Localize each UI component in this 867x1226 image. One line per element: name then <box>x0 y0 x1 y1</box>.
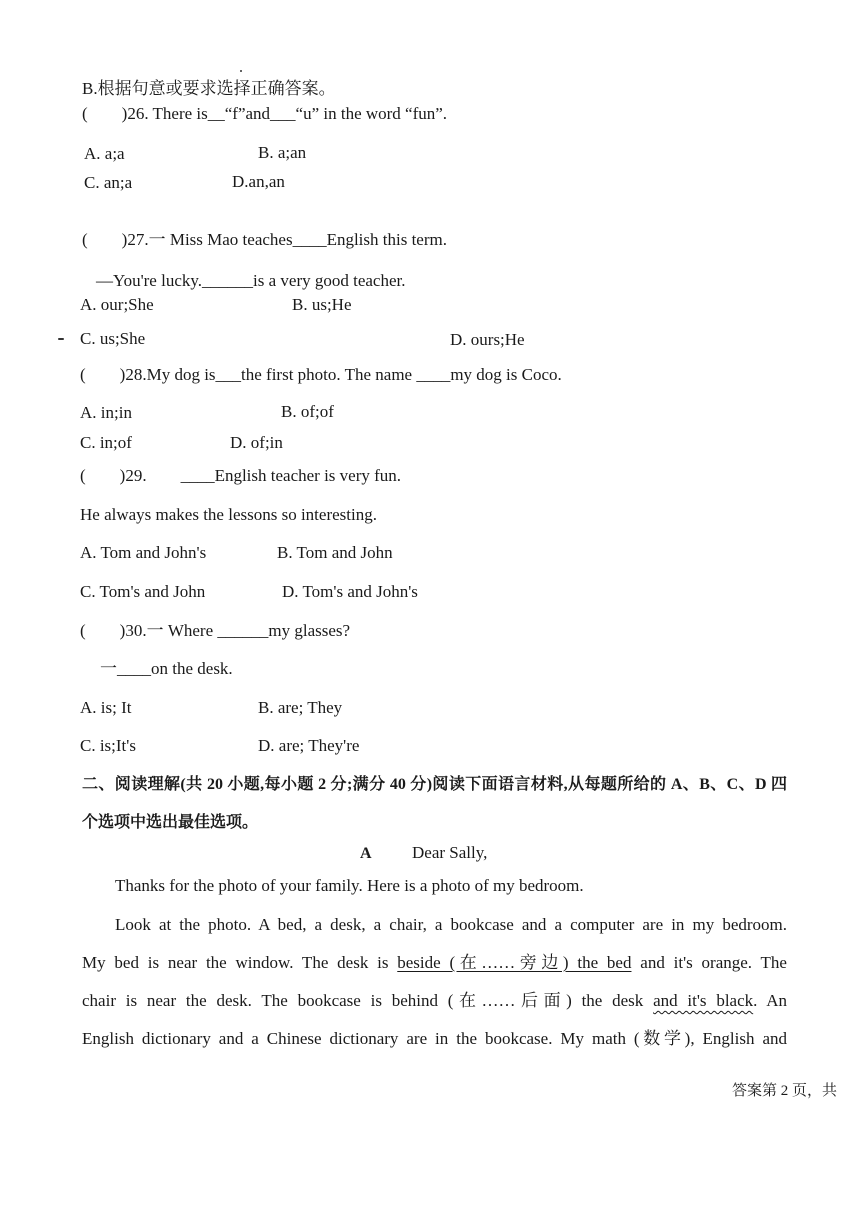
option-26-a: A. a;a <box>84 144 125 163</box>
option-29-d: D. Tom's and John's <box>282 582 418 601</box>
option-29-b: B. Tom and John <box>277 543 393 562</box>
question-30-stem: ( )30.一 Where ______my glasses? <box>80 621 351 640</box>
option-30-a: A. is; It <box>80 698 132 717</box>
section-b-heading: B.根据句意或要求选择正确答案。 <box>82 79 336 98</box>
option-30-d: D. are; They're <box>258 736 360 755</box>
option-27-b: B. us;He <box>292 295 352 314</box>
option-28-b: B. of;of <box>281 402 334 421</box>
option-27-c: C. us;She <box>80 329 146 348</box>
page-footer: 答案第 2 页，共 <box>732 1083 838 1099</box>
option-26-d: D.an,an <box>232 172 285 191</box>
option-29-a: A. Tom and John's <box>80 543 207 562</box>
passage-paragraph-2-line-4: English dictionary and a Chinese dictionary are in the bookcase. My math (数学), English and <box>82 1029 787 1048</box>
option-26-c: C. an;a <box>84 173 133 192</box>
passage-paragraph-2-line-2 <box>82 952 787 974</box>
option-27-d: D. ours;He <box>450 330 525 349</box>
passage-label: A <box>360 845 372 862</box>
question-27-stem: ( )27.一 Miss Mao teaches____English this term. <box>82 230 447 249</box>
option-28-d: D. of;in <box>230 433 283 452</box>
passage-paragraph-2-line-3 <box>82 990 787 1012</box>
scan-dot-top <box>240 70 242 72</box>
question-29-stem: ( )29. ____English teacher is very fun. <box>80 466 402 485</box>
line3-text-a: chair is near the desk. The bookcase is behind (在……后面) the desk <box>82 991 654 1010</box>
question-26-stem: ( )26. There is__“f”and___“u” in the word “fun”. <box>82 104 448 123</box>
underlined-phrase-beside: beside (在……旁边) the bed <box>397 953 632 972</box>
option-29-c: C. Tom's and John <box>80 582 206 601</box>
option-26-b: B. a;an <box>258 143 307 162</box>
reading-section-heading-cont: 个选项中选出最佳选项。 <box>82 814 259 831</box>
option-30-b: B. are; They <box>258 698 343 717</box>
line2-text-a: My bed is near the window. The desk is <box>82 953 398 972</box>
question-28-stem: ( )28.My dog is___the first photo. The name ____my dog is Coco. <box>80 365 562 384</box>
passage-paragraph-2-line-1: Look at the photo. A bed, a desk, a chair, a bookcase and a computer are in my bedroom. <box>115 915 787 934</box>
line3-text-c: . An <box>753 991 788 1010</box>
option-30-c: C. is;It's <box>80 736 136 755</box>
reading-section-heading: 二、阅读理解(共 20 小题,每小题 2 分;满分 40 分)阅读下面语言材料,从每题所给的 A、B、C、D 四 <box>82 776 787 793</box>
passage-paragraph-1: Thanks for the photo of your family. Here is a photo of my bedroom. <box>115 876 584 895</box>
option-28-a: A. in;in <box>80 403 132 422</box>
line2-text-c: and it's orange. The <box>631 953 787 972</box>
option-28-c: C. in;of <box>80 433 132 452</box>
underlined-phrase-black: and it's black <box>653 991 754 1010</box>
question-29-context: He always makes the lessons so interesting. <box>80 505 377 524</box>
question-30-reply: 一____on the desk. <box>100 659 233 678</box>
letter-salutation: Dear Sally, <box>412 843 488 862</box>
option-27-a: A. our;She <box>80 295 154 314</box>
scan-dot-left <box>58 338 64 340</box>
question-27-reply: —You're lucky.______is a very good teacher. <box>96 271 406 290</box>
